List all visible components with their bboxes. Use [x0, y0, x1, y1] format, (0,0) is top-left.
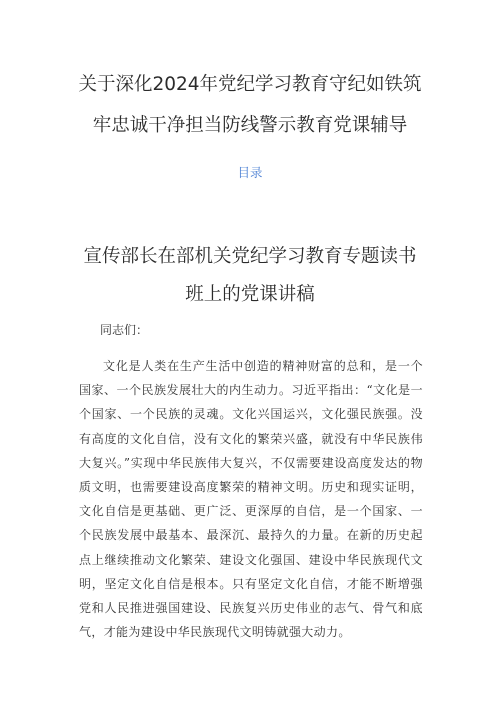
- document-title: [50, 64, 450, 146]
- section-title-line-1: 宣传部长在部机关党纪学习教育专题读书: [83, 246, 417, 267]
- section-title: [60, 238, 440, 314]
- document-title-line-1: 关于深化2024年党纪学习教育守纪如铁筑: [78, 74, 422, 95]
- salutation: 同志们：: [100, 323, 149, 337]
- section-title-line-2: 班上的党课讲稿: [185, 284, 315, 305]
- document-title-line-2: 牢忠诚干净担当防线警示教育党课辅导: [92, 115, 408, 136]
- body-paragraph: 文化是人类在生产生活中创造的精神财富的总和，是一个国家、一个民族发展壮大的内生动力。习近平指出：“文化是一个国家、一个民族的灵魂。文化兴国运兴，文化强民族强。没有高度的文化自信，没有文化的繁荣兴盛，就没有中华民族伟大复兴。”实现中华民族伟大复兴，不仅需要建设高度发达的物质文明，也需要建设高度繁荣的精神文明。历史和现实证明，文化自信是更基础、更广泛、更深厚的自信，是一个国家、一个民族发展中最基本、最深沉、最持久的力量。在新的历史起点上继续推动文化繁荣、建设文化强国、建设中华民族现代文明，坚定文化自信是根本。只有坚定文化自信，才能不断增强党和人民推进强国建设、民族复兴历史伟业的志气、骨气和底气，才能为建设中华民族现代文明铸就强大动力。: [79, 359, 423, 640]
- table-of-contents-link[interactable]: 目录: [237, 165, 263, 180]
